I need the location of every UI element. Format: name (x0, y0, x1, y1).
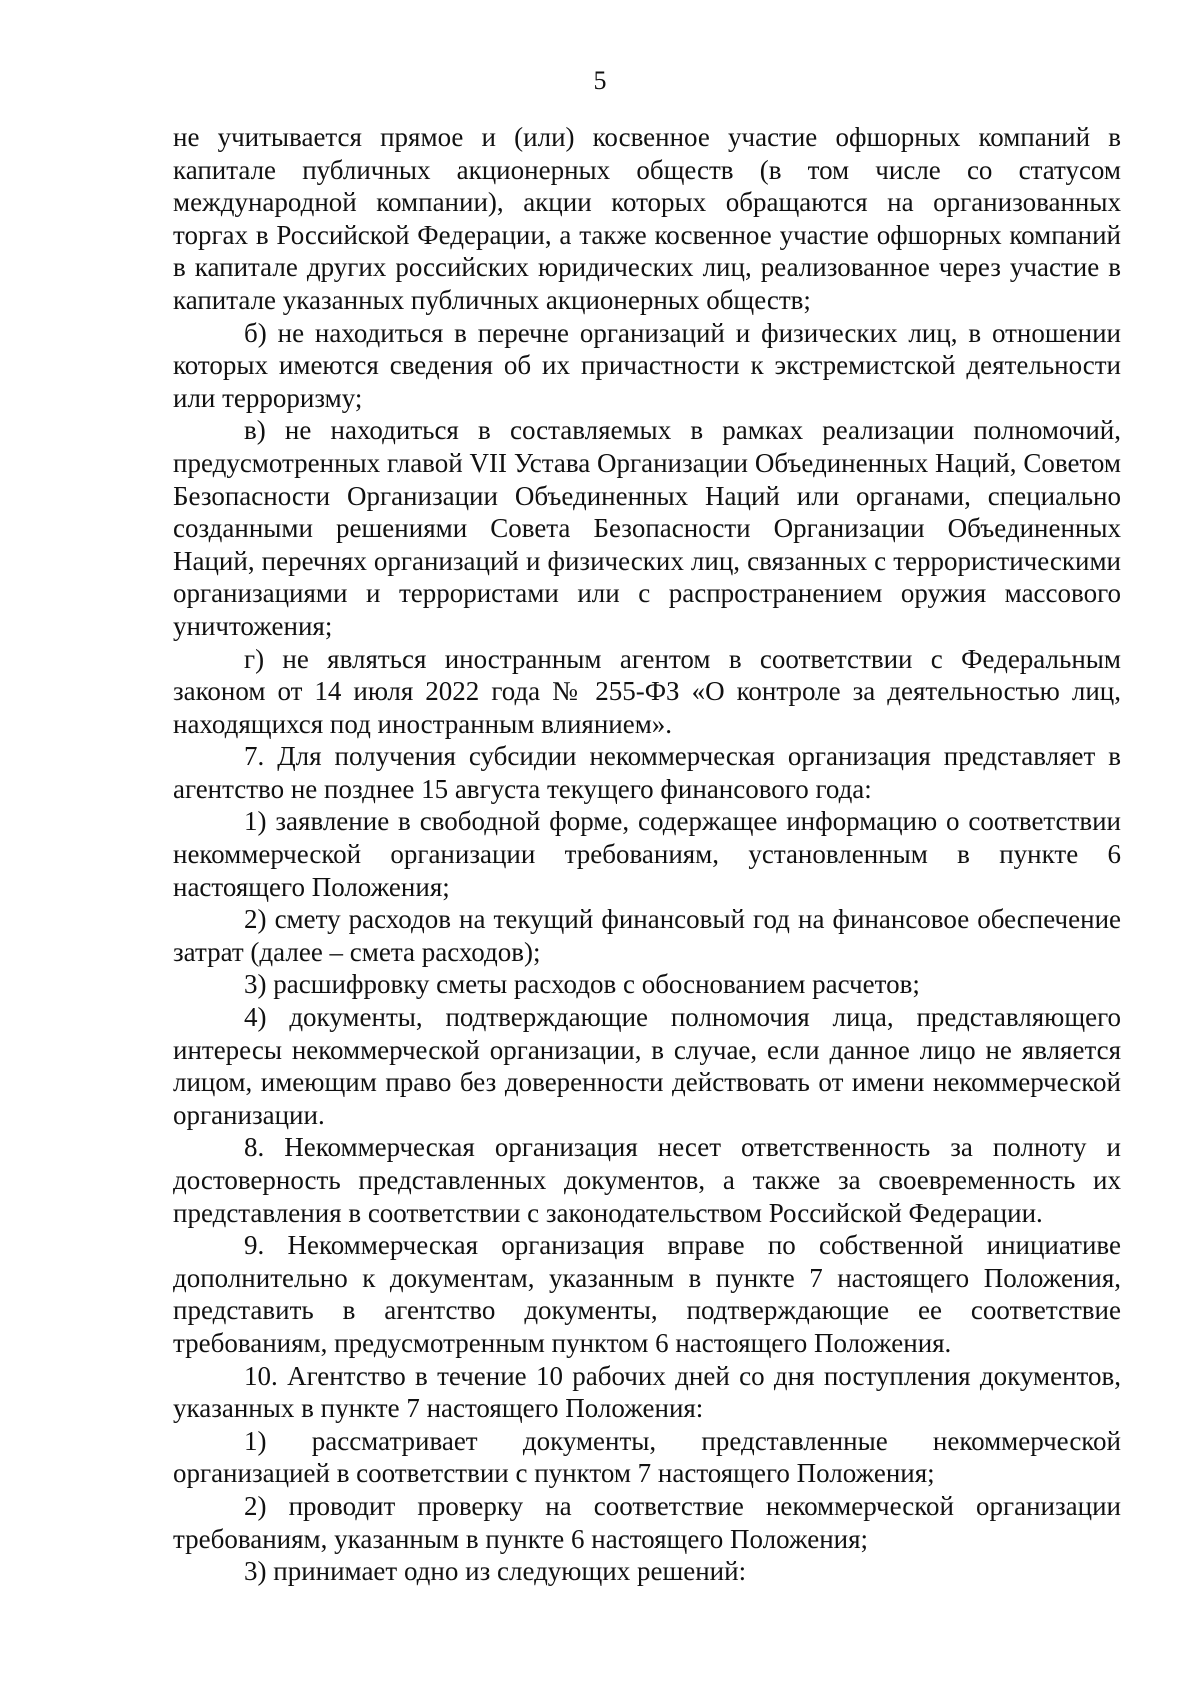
paragraph: 7. Для получения субсидии некоммерческая организация представляет в агентство не позднее 15 августа текущего финансового года: (173, 741, 1121, 804)
paragraph: не учитывается прямое и (или) косвенное участие офшорных компаний в капитале публичных акционерных обществ (в том числе со статусом международной компании), акции которых обращаются на организованных торгах в Российской Федерации, а также косвенное участие офшорных компаний в капитале других российских юридических лиц, реализованное через участие в капитале указанных публичных акционерных обществ; (173, 122, 1121, 315)
paragraph: 3) расшифровку сметы расходов с обоснованием расчетов; (244, 969, 920, 1000)
paragraph: 2) проводит проверку на соответствие некоммерческой организации требованиям, указанным в пункте 6 настоящего Положения; (173, 1490, 1121, 1554)
paragraph: 9. Некоммерческая организация вправе по собственной инициативе дополнительно к документам, указанным в пункте 7 настоящего Положения, представить в агентство документы, подтверждающие ее соответствие требованиям, предусмотренным пунктом 6 настоящего Положения. (173, 1230, 1121, 1358)
paragraph: 1) рассматривает документы, представленные некоммерческой организацией в соответствии с пунктом 7 настоящего Положения; (173, 1425, 1121, 1489)
paragraph: 2) смету расходов на текущий финансовый год на финансовое обеспечение затрат (далее – смета расходов); (173, 904, 1121, 967)
paragraph: в) не находиться в составляемых в рамках реализации полномочий, предусмотренных главой VII Устава Организации Объединенных Наций, Советом Безопасности Организации Объединенных Наций или органами, специально созданными решениями Совета Безопасности Организации Объединенных Наций, перечнях организаций и физических лиц, связанных с террористическими организациями и террористами или с распространением оружия массового уничтожения; (173, 415, 1121, 641)
paragraph: г) не являться иностранным агентом в соответствии с Федеральным законом от 14 июля 2022 года № 255-ФЗ «О контроле за деятельностью лиц, находящихся под иностранным влиянием». (173, 643, 1121, 739)
paragraph: 10. Агентство в течение 10 рабочих дней со дня поступления документов, указанных в пункте 7 настоящего Положения: (173, 1360, 1121, 1424)
paragraph: 8. Некоммерческая организация несет ответственность за полноту и достоверность представленных документов, а также за своевременность их представления в соответствии с законодательством Российской Федерации. (173, 1132, 1121, 1228)
document-body (173, 121, 1121, 1588)
paragraph: 3) принимает одно из следующих решений: (244, 1556, 747, 1587)
paragraph: 1) заявление в свободной форме, содержащее информацию о соответствии некоммерческой организации требованиям, установленным в пункте 6 настоящего Положения; (173, 806, 1121, 902)
page-number: 5 (593, 66, 607, 95)
paragraph: 4) документы, подтверждающие полномочия лица, представляющего интересы некоммерческой организации, в случае, если данное лицо не является лицом, имеющим право без доверенности действовать от имени некоммерческой организации. (173, 1002, 1121, 1130)
paragraph: б) не находиться в перечне организаций и физических лиц, в отношении которых имеются сведения об их причастности к экстремистской деятельности или терроризму; (173, 317, 1121, 413)
